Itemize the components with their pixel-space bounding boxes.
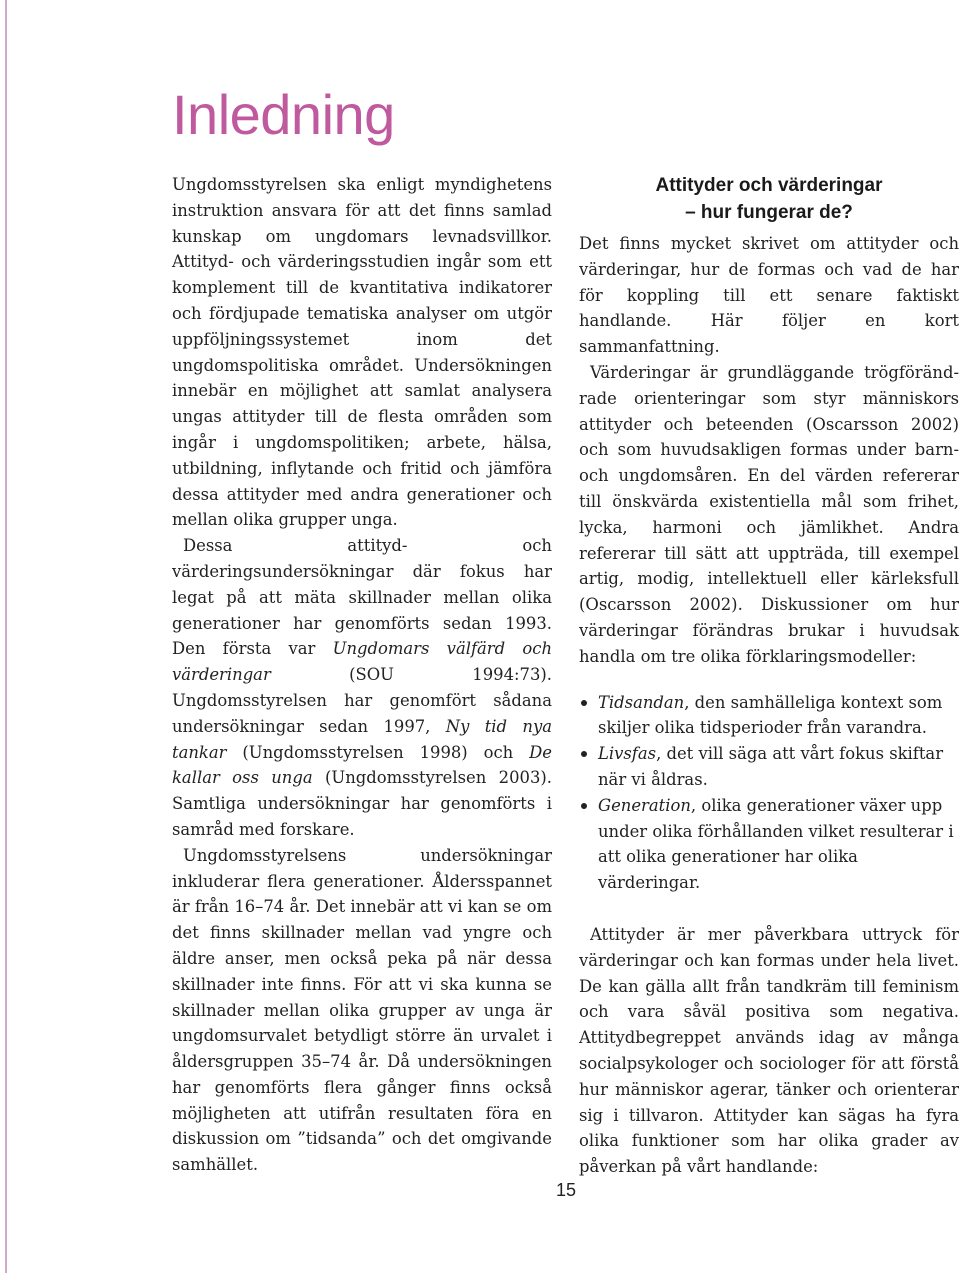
report-title-3: De kallar oss unga [172, 742, 552, 788]
section-heading [579, 172, 959, 226]
left-column [172, 172, 552, 1178]
history-paragraph [172, 533, 552, 843]
page-number: 15 [555, 1180, 577, 1200]
history-text-2: (SOU 1994:73). Ungdomsstyrelsen har genomfört sådana undersökningar sedan 1997, [172, 665, 552, 736]
history-text-1: Dessa attityd- och värderingsundersökningar där fokus har legat på att mäta skillnader mellan olika generationer har genomförts sedan 1993. Den första var [172, 536, 552, 659]
history-text-3: (Ungdomsstyrelsen 1998) och [226, 742, 530, 762]
values-paragraph: Värderingar är grundläggande trögförändrade orienteringar som styr människors attityder och beteenden (Oscarsson 2002) och som huvudsakligen formas under barn- och ungdomsåren. En del värden refererar till önskvärda existentiella mål som frihet, lycka, harmoni och jämlikhet. Andra refererar till sätt att uppträda, till exempel artig, modig, intellektuell eller kärleksfull (Oscarsson 2002). Diskussioner om hur värderingar förändras brukar i huvudsak handla om tre olika förklaringsmodeller: [579, 362, 959, 666]
list-item-term: Livsfas [598, 744, 657, 764]
list-item-text: , olika generationer växer upp under olika förhållanden vilket resulterar i att olika generationer har olika värderingar. [598, 795, 954, 893]
report-title-1: Ungdomars välfärd och värderingar [172, 639, 552, 685]
list-item-term: Tidsandan [598, 692, 685, 712]
section-heading-line-2: – hur fungerar de? [685, 202, 853, 223]
list-item-text: , den samhälleliga kontext som skiljer olika tidsperioder från varandra. [598, 692, 943, 738]
intro-paragraph: Ungdomsstyrelsen ska enligt myndighetens instruktion ansvara för att det finns samlad kunskap om ungdomars levnadsvillkor. Attityd- och värderingsstudien ingår som ett komplement till de kvantitativa indikatorer och fördjupade tematiska analyser om utgör uppföljningssystemet inom det ungdomspolitiska området. Undersökningen innebär en möjlighet att samlat analysera ungas attityder till de flesta områden som ingår i ungdomspolitiken; arbete, hälsa, utbildning, inflytande och fritid och jämföra dessa attityder med andra generationer och mellan olika grupper unga. [172, 175, 552, 530]
list-item [579, 741, 959, 793]
report-title-2: Ny tid nya tankar [172, 716, 552, 762]
list-item-text: , det vill säga att vårt fokus skiftar när vi åldras. [598, 744, 944, 789]
history-text-4: (Ungdomsstyrelsen 2003). Samtliga undersökningar har genomförts i samråd med forskare. [172, 768, 552, 839]
attitudes-paragraph: Attityder är mer påverkbara uttryck för värderingar och kan formas under hela livet. De kan gälla allt från tandkräm till feminism och vara såväl positiva som negativa. Attitydbegreppet används idag av många socialpsykologer och sociologer för att förstå hur människor agerar, tänker och orienterar sig i tillvaron. Attityder kan sägas ha fyra olika funktioner som har olika grader av påverkan på vårt handlande: [579, 924, 959, 1177]
margin-rule [5, 0, 7, 1273]
generations-paragraph: Ungdomsstyrelsens undersökningar inkluderar flera generationer. Åldersspannet är från 16–74 år. Det innebär att vi kan se om det finns skillnader mellan vad yngre och äldre anser, men också peka på när dessa skillnader inte finns. För att vi ska kunna se skillnader mellan olika grupper av unga är ungdomsurvalet betydligt större än urvalet i åldersgruppen 35–74 år. Då undersökningen har genomförts flera gånger finns också möjligheten att utifrån resultaten föra en diskussion om ”tidsanda” och det omgivande samhället. [172, 845, 552, 1175]
list-item [579, 793, 959, 896]
list-item-term: Generation [598, 795, 691, 815]
chapter-title: Inledning [172, 83, 395, 146]
summary-paragraph: Det finns mycket skrivet om attityder och värderingar, hur de formas och vad de har för koppling till ett senare faktiskt handlande. Här följer en kort sammanfattning. [579, 234, 959, 357]
explanation-models-list [579, 690, 959, 896]
list-item [579, 690, 959, 742]
right-column [579, 172, 959, 1180]
section-heading-line-1: Attityder och värderingar [655, 175, 883, 196]
